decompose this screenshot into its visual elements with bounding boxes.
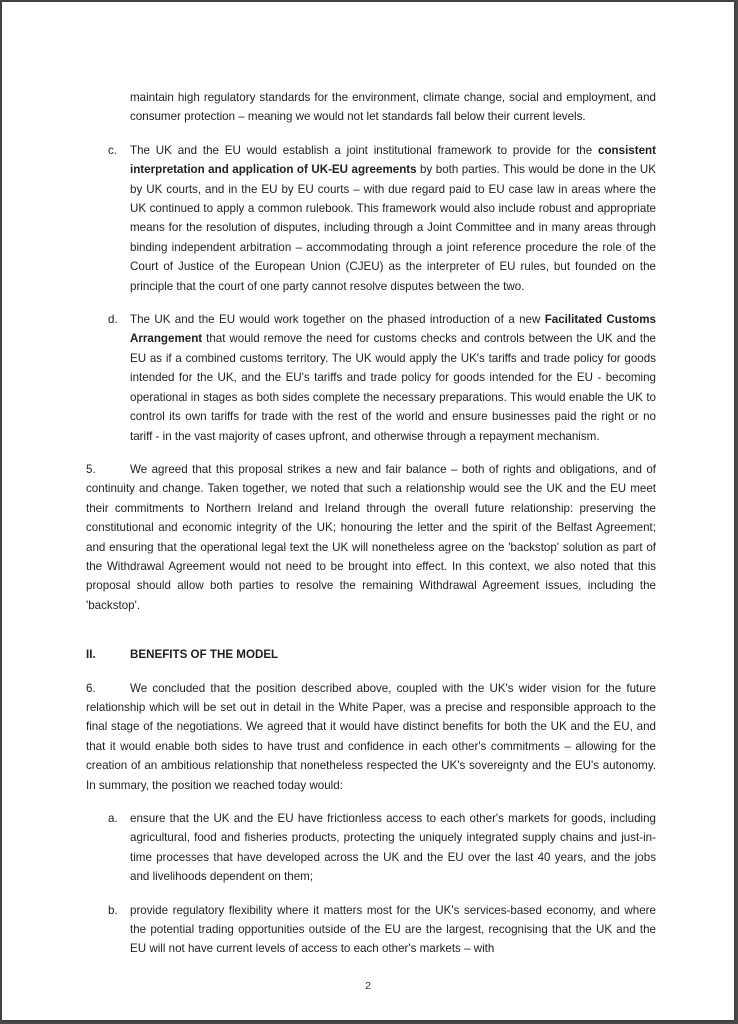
list-item-label: b. xyxy=(108,903,118,917)
list-item-c xyxy=(108,141,656,296)
page-body xyxy=(86,88,656,973)
list-item-b xyxy=(108,901,656,959)
paragraph-6 xyxy=(86,679,656,795)
list-item-a xyxy=(108,809,656,887)
paragraph-5 xyxy=(86,460,656,615)
document-page xyxy=(2,2,734,1020)
page-number: 2 xyxy=(365,980,371,992)
section-number: II. xyxy=(86,648,96,662)
list-item-text-end: by both parties. This would be done in the UK by UK courts, and in the EU by EU courts – with due regard paid to EU case law in areas where the UK continued to apply a common rulebook. This framework would also include robust and appropriate means for the resolution of disputes, including through a Joint Committee and in many areas through binding independent arbitration – accommodating through a joint reference procedure the role of the Court of Justice of the European Union (CJEU) as the interpreter of EU rules, but founded on the principle that the court of one party cannot resolve disputes between the two. xyxy=(130,163,656,293)
list-item-label: d. xyxy=(108,313,118,327)
section-title: BENEFITS OF THE MODEL xyxy=(130,648,279,662)
list-item-label: c. xyxy=(108,143,118,157)
list-item-text: provide regulatory flexibility where it matters most for the UK's services-based economy, and where the potential trading opportunities outside of the EU are the largest, recognising that the UK and the EU will not have current levels of access to each other's markets – with xyxy=(130,903,656,956)
list-item-label: a. xyxy=(108,812,118,825)
list-item-text-start: The UK and the EU would work together on the phased introduction of a new xyxy=(130,313,545,327)
section-heading xyxy=(86,645,656,664)
list-item-bold-text: Facilitated Customs Arrangement xyxy=(130,313,657,346)
paragraph-text: We agreed that this proposal strikes a new and fair balance – both of rights and obligations, and of continuity and change. Taken together, we noted that such a relationship would see the UK and the EU meet their commitments to Northern Ireland and Ireland through the overall future relationship: preserving the constitutional and economic integrity of the UK; honouring the letter and the spirit of the Belfast Agreement; and ensuring that the operational legal text the UK will nonetheless agree on the 'backstop' solution as part of the Withdrawal Agreement would not need to be brought into effect. In this context, we also noted that this proposal should allow both parties to resolve the remaining Withdrawal Agreement issues, including the 'backstop'. xyxy=(86,462,656,612)
list-item-text: ensure that the UK and the EU have frictionless access to each other's markets for goods, including agricultural, food and fisheries products, protecting the uniquely integrated supply chains and just-in-time processes that have developed across the UK and the EU over the last 40 years, and the jobs and livelihoods dependent on them; xyxy=(130,812,656,884)
continuation-paragraph: maintain high regulatory standards for the environment, climate change, social and employment, and consumer protection – meaning we would not let standards fall below their current levels. xyxy=(130,91,656,124)
paragraph-number: 6. xyxy=(86,681,96,695)
list-item-text-end: that would remove the need for customs checks and controls between the UK and the EU as if a combined customs territory. The UK would apply the UK's tariffs and trade policy for goods intended for the UK, and the EU's tariffs and trade policy for goods intended for the EU - becoming operational in stages as both sides complete the necessary preparations. This would enable the UK to control its own tariffs for trade with the rest of the world and ensure businesses paid the right or no tariff - in the vast majority of cases upfront, and otherwise through a repayment mechanism. xyxy=(130,332,656,443)
paragraph-text: We concluded that the position described above, coupled with the UK's wider vision for the future relationship which will be set out in detail in the White Paper, was a precise and responsible approach to the final stage of the negotiations. We agreed that it would have distinct benefits for both the UK and the EU, and that it would enable both sides to have trust and confidence in each other's commitments – allowing for the creation of an ambitious relationship that nonetheless respected the UK's sovereignty and the EU's autonomy. In summary, the position we reached today would: xyxy=(86,681,656,792)
paragraph-number: 5. xyxy=(86,462,96,476)
list-item-d xyxy=(108,310,657,446)
list-item-text-start: The UK and the EU would establish a joint institutional framework to provide for the xyxy=(130,143,599,157)
list-item-bold-text: consistent interpretation and application of UK-EU agreements xyxy=(130,143,656,177)
